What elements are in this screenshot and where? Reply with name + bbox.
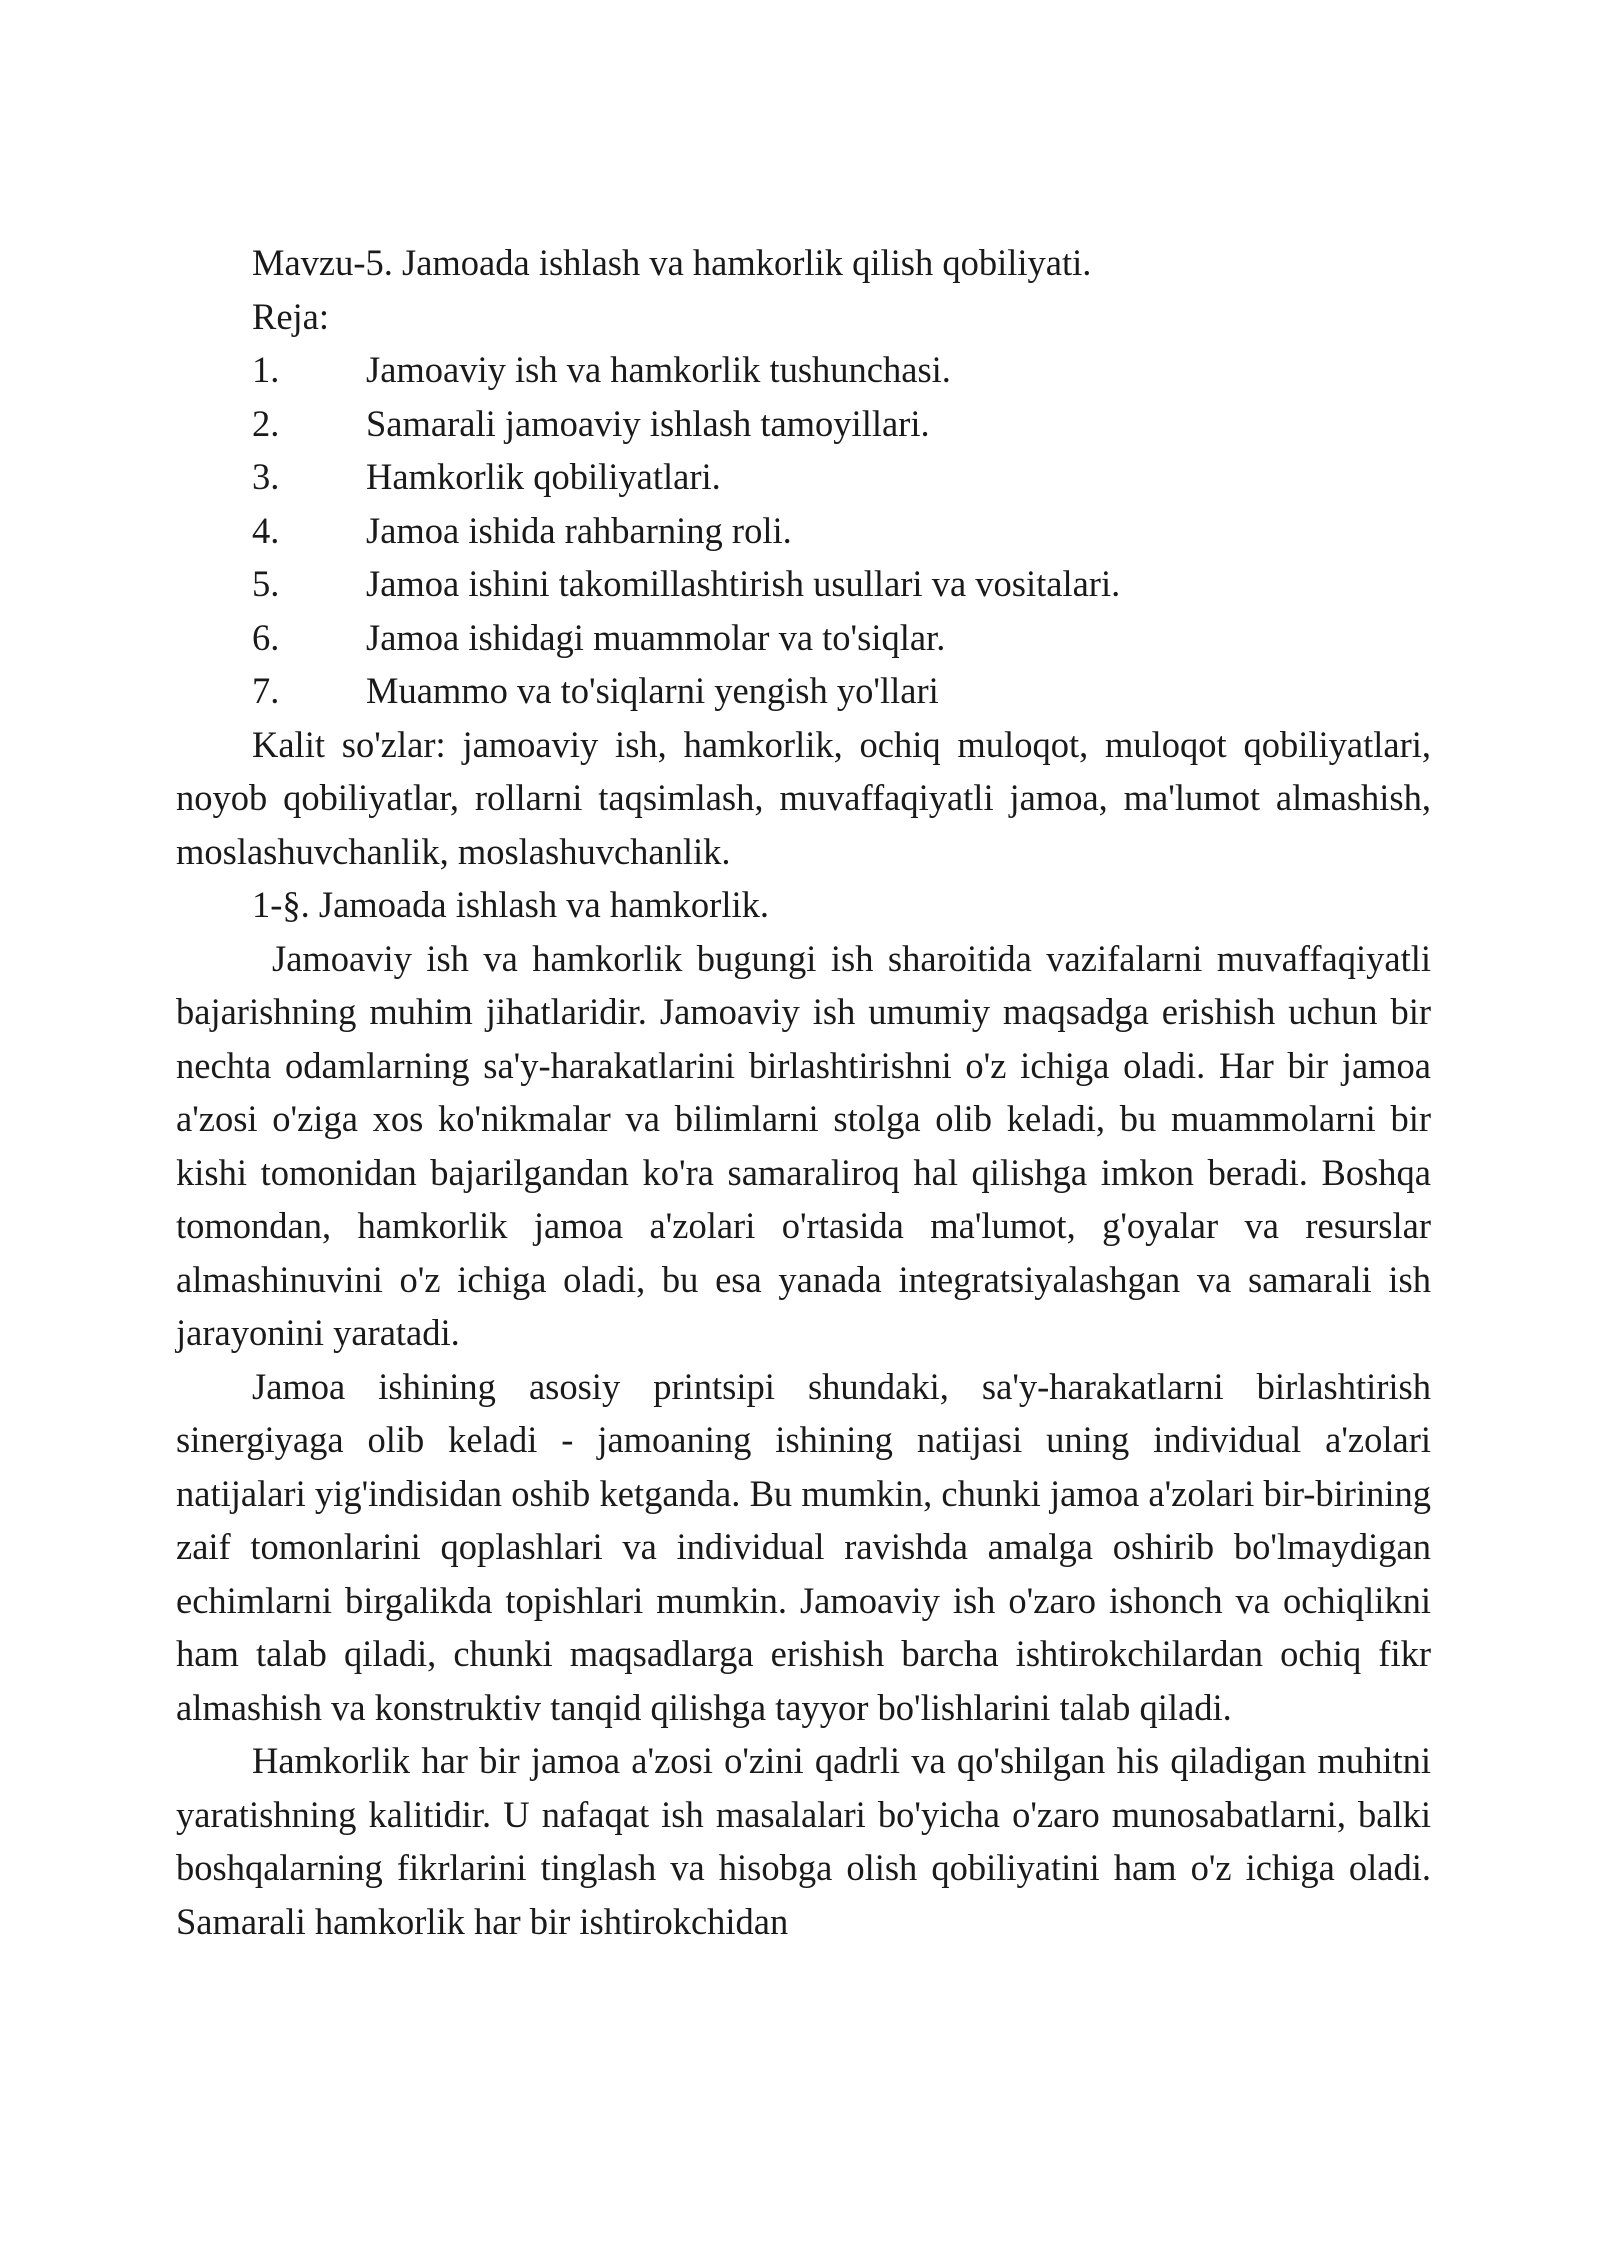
plan-item xyxy=(176,397,1431,451)
section-heading: 1-§. Jamoada ishlash va hamkorlik. xyxy=(252,884,769,925)
plan-list xyxy=(176,343,1431,718)
plan-item-text: Hamkorlik qobiliyatlari. xyxy=(366,456,721,497)
topic-line: Mavzu-5. Jamoada ishlash va hamkorlik qilish qobiliyati. xyxy=(252,242,1092,283)
plan-item-number: 3. xyxy=(252,456,280,497)
plan-item-text: Muammo va to'siqlarni yengish yo'llari xyxy=(366,670,939,711)
plan-item xyxy=(176,504,1431,558)
plan-item-text: Jamoa ishida rahbarning roli. xyxy=(366,509,792,551)
plan-item xyxy=(176,664,1431,718)
plan-item xyxy=(176,343,1431,397)
plan-item xyxy=(176,450,1431,504)
plan-label: Reja: xyxy=(252,295,330,337)
document-page xyxy=(176,236,1431,1948)
plan-item-text: Jamoaviy ish va hamkorlik tushunchasi. xyxy=(366,349,951,390)
body-paragraph: Jamoa ishining asosiy printsipi shundaki, sa'y-harakatlarni birlashtirish sinergiyaga olib keladi - jamoaning ishining natijasi uning individual a'zolari natijalari yig'indisidan oshib ketganda. Bu mumkin, chunki jamoa a'zolari bir-birining zaif tomonlarini qoplashlari va individual ravishda amalga oshirib bo'lmaydigan echimlarni birgalikda topishlari mumkin. Jamoaviy ish o'zaro ishonch va ochiqlikni ham talab qiladi, chunki maqsadlarga erishish barcha ishtirokchilardan ochiq fikr almashish va konstruktiv tanqid qilishga tayyor bo'lishlarini talab qiladi. xyxy=(176,1365,1431,1728)
plan-item xyxy=(176,557,1431,611)
plan-item-number: 4. xyxy=(252,509,280,551)
plan-item-text: Jamoa ishini takomillashtirish usullari va vositalari. xyxy=(366,563,1121,604)
body-paragraph: Jamoaviy ish va hamkorlik bugungi ish sharoitida vazifalarni muvaffaqiyatli bajarishning muhim jihatlaridir. Jamoaviy ish umumiy maqsadga erishish uchun bir nechta odamlarning sa'y-harakatlarini birlashtirishni o'z ichiga oladi. Har bir jamoa a'zosi o'ziga xos ko'nikmalar va bilimlarni stolga olib keladi, bu muammolarni bir kishi tomonidan bajarilgandan ko'ra samaraliroq hal qilishga imkon beradi. Boshqa tomondan, hamkorlik jamoa a'zolari o'rtasida ma'lumot, g'oyalar va resurslar almashinuvini o'z ichiga oladi, bu esa yanada integratsiyalashgan va samarali ish jarayonini yaratadi. xyxy=(176,937,1431,1353)
body-paragraph: Hamkorlik har bir jamoa a'zosi o'zini qadrli va qo'shilgan his qiladigan muhitni yaratishning kalitidir. U nafaqat ish masalalari bo'yicha o'zaro munosabatlarni, balki boshqalarning fikrlarini tinglash va hisobga olish qobiliyatini ham o'z ichiga oladi. Samarali hamkorlik har bir ishtirokchidan xyxy=(176,1740,1431,1942)
plan-item-number: 5. xyxy=(252,563,280,604)
plan-item-text: Jamoa ishidagi muammolar va to'siqlar. xyxy=(366,616,946,658)
plan-item xyxy=(176,611,1431,665)
plan-item-number: 7. xyxy=(252,670,280,711)
keywords-paragraph: Kalit so'zlar: jamoaviy ish, hamkorlik, ochiq muloqot, muloqot qobiliyatlari, noyob qobiliyatlar, rollarni taqsimlash, muvaffaqiyatli jamoa, ma'lumot almashish, moslashuvchanlik, moslashuvchanlik. xyxy=(176,723,1431,872)
plan-item-number: 6. xyxy=(252,616,280,658)
plan-item-number: 1. xyxy=(252,349,280,390)
plan-item-text: Samarali jamoaviy ishlash tamoyillari. xyxy=(366,402,930,444)
plan-item-number: 2. xyxy=(252,402,280,444)
